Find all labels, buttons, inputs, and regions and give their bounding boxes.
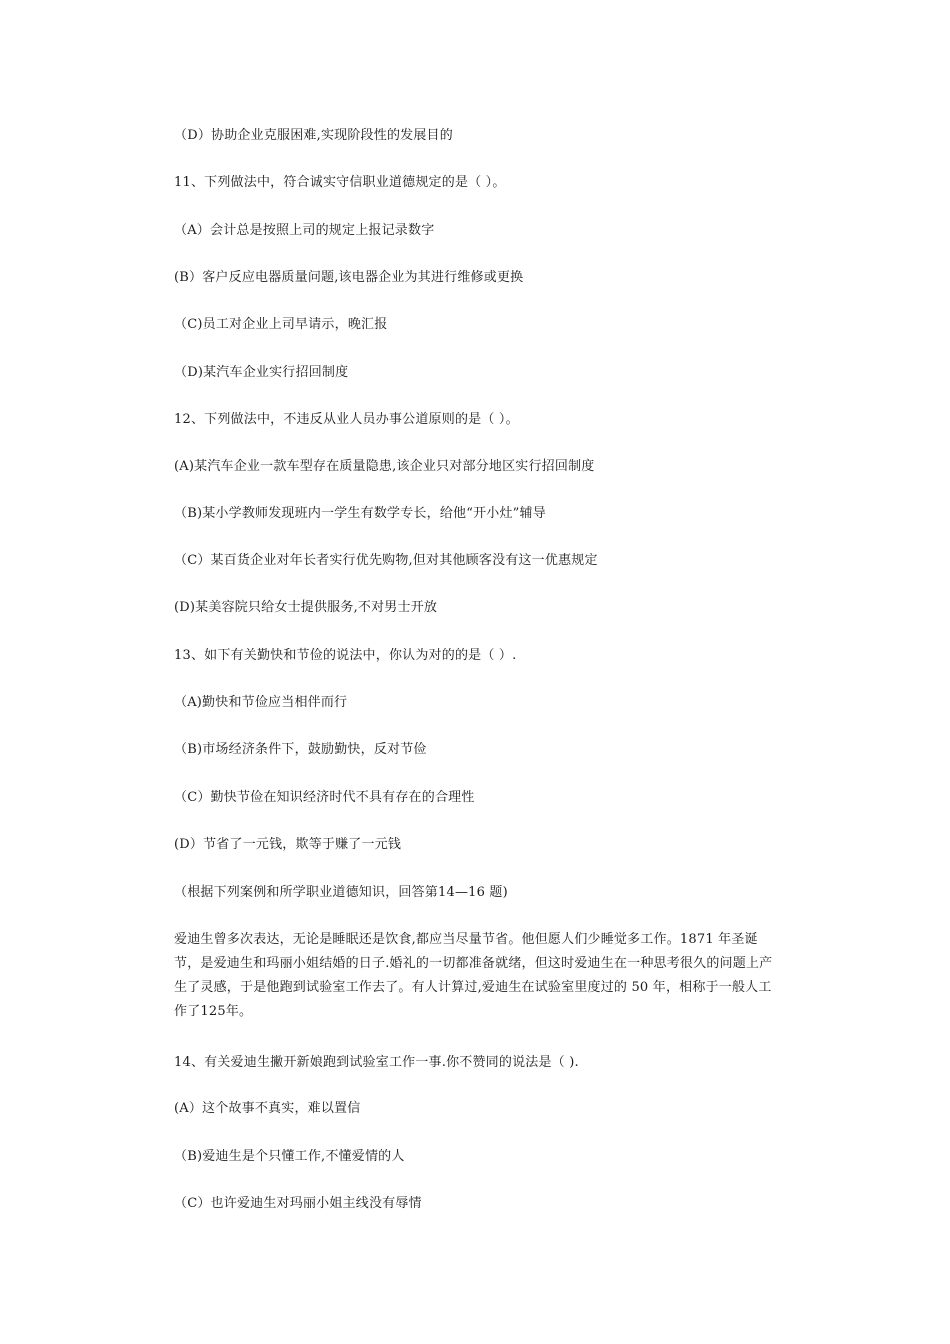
case-instruction: （根据下列案例和所学职业道德知识，回答第14—16 题) [174, 885, 508, 900]
option-14a: (A）这个故事不真实，难以置信 [174, 1101, 361, 1116]
passage-line: 爱迪生曾多次表达，无论是睡眠还是饮食,都应当尽量节省。他但愿人们少睡觉多工作。1871 年圣诞 [174, 932, 758, 947]
passage-line: 生了灵感，于是他跑到试验室工作去了。有人计算过,爱迪生在试验室里度过的 50 年，相称于一般人工 [174, 980, 772, 995]
option-13b: （B)市场经济条件下，鼓励勤快，反对节俭 [174, 742, 427, 757]
passage-line: 节，是爱迪生和玛丽小姐结婚的日子.婚礼的一切都准备就绪，但这时爱迪生在一种思考很久的问题上产 [174, 956, 773, 971]
option-12d: (D)某美容院只给女士提供服务,不对男士开放 [174, 600, 438, 615]
option-14c: （C）也许爱迪生对玛丽小姐主线没有辱情 [174, 1196, 422, 1211]
question-11: 11、下列做法中，符合诚实守信职业道德规定的是（ ）。 [174, 175, 506, 190]
option-11d: （D)某汽车企业实行招回制度 [174, 365, 349, 380]
option-12a: (A)某汽车企业一款车型存在质量隐患,该企业只对部分地区实行招回制度 [174, 459, 595, 474]
option-11a: （A）会计总是按照上司的规定上报记录数字 [174, 223, 435, 238]
question-14: 14、有关爱迪生撇开新娘跑到试验室工作一事.你不赞同的说法是（ ). [174, 1055, 579, 1070]
option-13c: （C）勤快节俭在知识经济时代不具有存在的合理性 [174, 790, 475, 805]
passage-line: 作了125年。 [174, 1004, 253, 1019]
question-13: 13、如下有关勤快和节俭的说法中，你认为对的的是（ ）. [174, 648, 517, 663]
option-11b: (B）客户反应电器质量问题,该电器企业为其进行维修或更换 [174, 270, 524, 285]
option-14b: （B)爱迪生是个只懂工作,不懂爱情的人 [174, 1149, 405, 1164]
option-13d: (D）节省了一元钱，欺等于赚了一元钱 [174, 837, 402, 852]
option-11c: （C)员工对企业上司早请示，晚汇报 [174, 317, 388, 332]
question-12: 12、下列做法中，不违反从业人员办事公道原则的是（ ）。 [174, 412, 519, 427]
option-12c: （C）某百货企业对年长者实行优先购物,但对其他顾客没有这一优惠规定 [174, 553, 598, 568]
option-13a: （A)勤快和节俭应当相伴而行 [174, 695, 348, 710]
case-passage [174, 928, 784, 1024]
option-10d: （D）协助企业克服困难,实现阶段性的发展目的 [174, 128, 453, 143]
option-12b: （B)某小学教师发现班内一学生有数学专长，给他“开小灶”辅导 [174, 506, 546, 521]
